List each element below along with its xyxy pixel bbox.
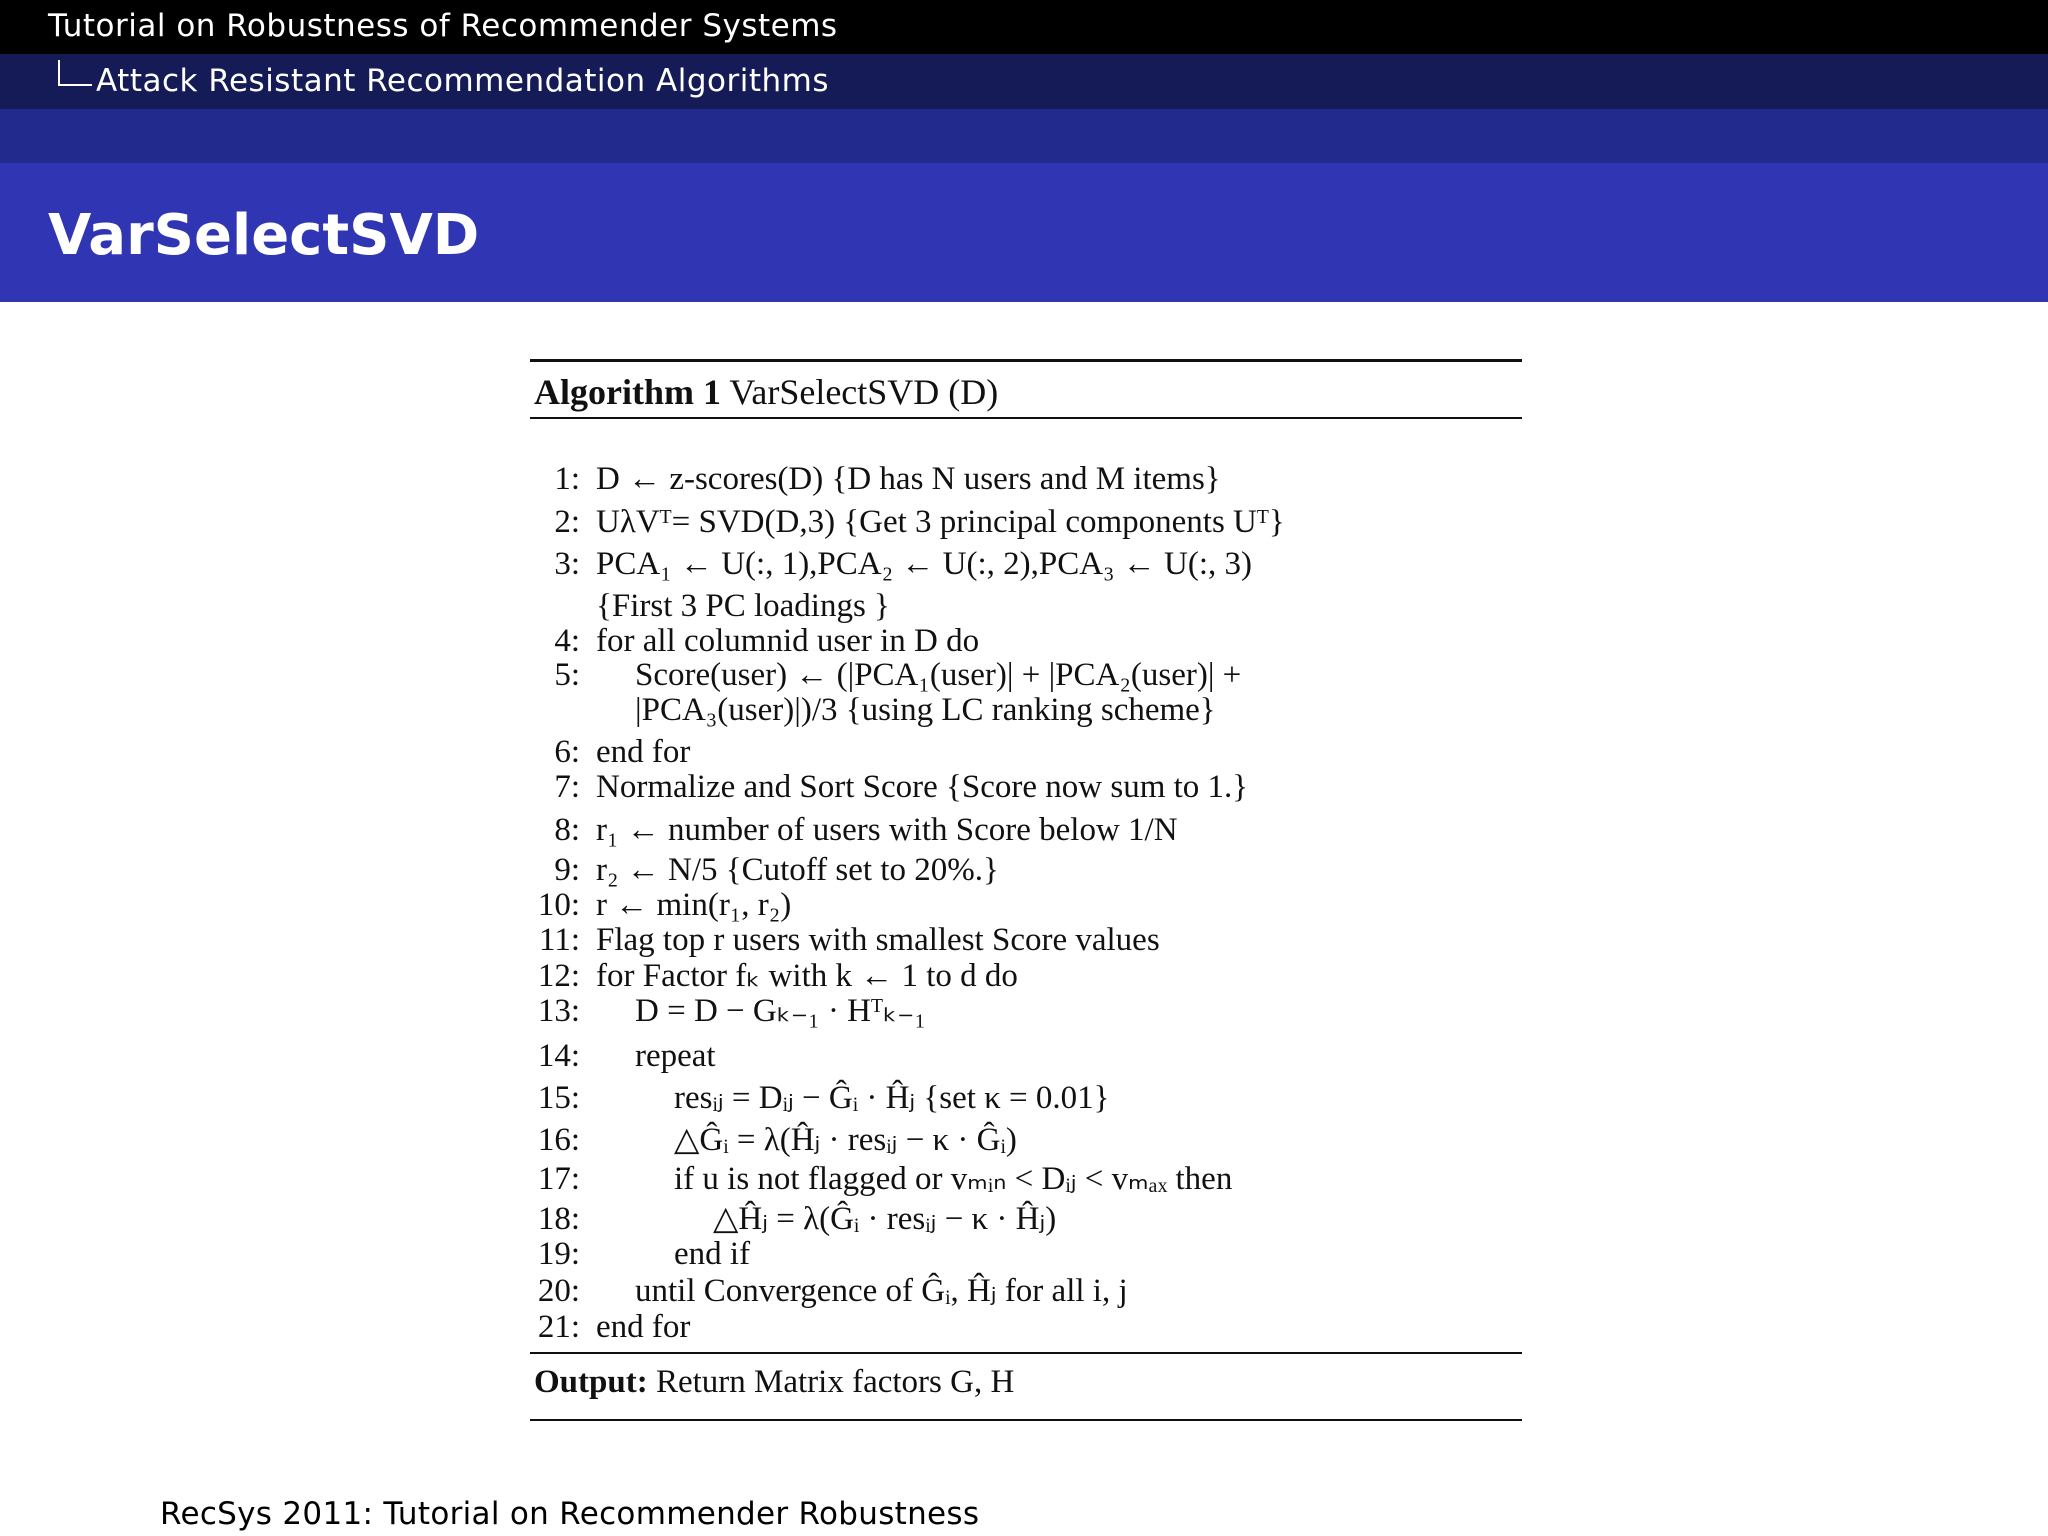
header-spacer-bar [0, 109, 2048, 163]
line-code: for Factor fₖ with k ← 1 to d do [596, 958, 1018, 994]
line-number: 6: [554, 734, 580, 770]
line-code: repeat [635, 1038, 716, 1074]
line-number: 11: [539, 922, 580, 958]
line-code: △Ĝᵢ = λ(Ĥⱼ · resᵢⱼ − κ · Ĝᵢ) [674, 1122, 1017, 1158]
line-number: 1: [554, 461, 580, 497]
slide-title-bar [0, 163, 2048, 302]
top-rule [530, 359, 1522, 362]
line-number: 18: [537, 1201, 580, 1237]
line-number: 15: [537, 1080, 580, 1116]
subsection-header [0, 54, 2048, 109]
line-number: 2: [554, 504, 580, 540]
line-number: 19: [537, 1236, 580, 1272]
algorithm-label: Algorithm 1 [534, 372, 721, 412]
output-label: Output: [534, 1364, 648, 1400]
algorithm-output [534, 1364, 1014, 1401]
line-code: △Ĥⱼ = λ(Ĝᵢ · resᵢⱼ − κ · Ĥⱼ) [713, 1201, 1057, 1237]
line-number: 4: [554, 623, 580, 659]
line-code: {First 3 PC loadings } [596, 588, 890, 624]
line-code: end if [674, 1236, 751, 1272]
algorithm-name: VarSelectSVD (D) [729, 372, 999, 412]
algorithm-heading [534, 371, 998, 413]
line-number: 5: [554, 657, 580, 693]
line-code: resᵢⱼ = Dᵢⱼ − Ĝᵢ · Ĥⱼ {set κ = 0.01} [674, 1080, 1110, 1116]
line-number: 14: [537, 1038, 580, 1074]
bottom-rule [530, 1419, 1522, 1421]
output-rule [530, 1352, 1522, 1354]
line-code: until Convergence of Ĝᵢ, Ĥⱼ for all i, j [635, 1273, 1128, 1309]
tree-branch-icon [58, 60, 92, 86]
line-code: PCA₁ ← U(:, 1),PCA₂ ← U(:, 2),PCA₃ ← U(:, 3) [596, 546, 1253, 582]
line-number: 16: [537, 1122, 580, 1158]
line-code: |PCA₃(user)|)/3 {using LC ranking scheme} [635, 692, 1216, 728]
section-header [0, 0, 2048, 54]
slide-title: VarSelectSVD [48, 203, 480, 268]
line-code: Score(user) ← (|PCA₁(user)| + |PCA₂(user)| + [635, 657, 1242, 693]
subsection-title: Attack Resistant Recommendation Algorithms [96, 63, 829, 99]
line-number: 12: [537, 958, 580, 994]
section-title: Tutorial on Robustness of Recommender Systems [48, 8, 838, 44]
line-code: Flag top r users with smallest Score values [596, 922, 1160, 958]
line-code: end for [596, 734, 691, 770]
line-number: 13: [537, 993, 580, 1029]
line-number: 21: [537, 1309, 580, 1345]
line-code: UλVᵀ= SVD(D,3) {Get 3 principal components Uᵀ} [596, 504, 1285, 540]
line-code: r₁ ← number of users with Score below 1/N [596, 812, 1178, 848]
line-code: end for [596, 1309, 691, 1345]
footer-text: RecSys 2011: Tutorial on Recommender Robustness [160, 1496, 980, 1532]
line-number: 20: [537, 1273, 580, 1309]
output-text: Return Matrix factors G, H [655, 1364, 1015, 1400]
line-code: for all columnid user in D do [596, 623, 980, 659]
line-code: r ← min(r₁, r₂) [596, 887, 792, 923]
line-number: 8: [554, 812, 580, 848]
line-code: Normalize and Sort Score {Score now sum to 1.} [596, 769, 1249, 805]
line-number: 9: [554, 852, 580, 888]
line-number: 17: [537, 1161, 580, 1197]
line-number: 3: [554, 546, 580, 582]
line-number: 7: [554, 769, 580, 805]
line-code: D ← z-scores(D) {D has N users and M items} [596, 461, 1221, 497]
line-number: 10: [537, 887, 580, 923]
line-code: D = D − Gₖ₋₁ · Hᵀₖ₋₁ [635, 993, 926, 1029]
header-rule [530, 417, 1522, 419]
line-code: r₂ ← N/5 {Cutoff set to 20%.} [596, 852, 999, 888]
line-code: if u is not flagged or vₘᵢₙ < Dᵢⱼ < vₘₐₓ then [674, 1161, 1233, 1197]
